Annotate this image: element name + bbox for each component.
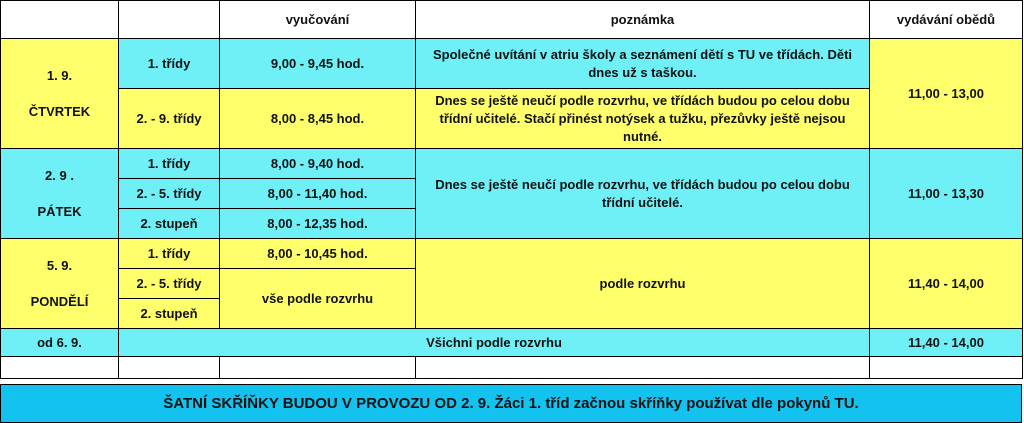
header-row (1, 1, 1023, 39)
group-cell: 1. třídy (119, 39, 220, 89)
empty-cell (119, 357, 220, 379)
time-cell: 8,00 - 10,45 hod. (220, 239, 416, 269)
from-text-cell: Všichni podle rozvrhu (119, 329, 870, 357)
group-cell: 2. - 9. třídy (119, 89, 220, 149)
day-cell-thursday (1, 39, 119, 149)
time-cell: 8,00 - 8,45 hod. (220, 89, 416, 149)
note-cell: podle rozvrhu (416, 239, 870, 329)
table-row (1, 89, 1023, 149)
lunch-cell: 11,40 - 14,00 (870, 329, 1023, 357)
spacer-row (1, 357, 1023, 379)
time-cell: 8,00 - 9,40 hod. (220, 149, 416, 179)
day-weekday: PONDĚLÍ (30, 293, 89, 309)
time-cell: vše podle rozvrhu (220, 269, 416, 329)
table-row (1, 39, 1023, 89)
group-cell: 2. stupeň (119, 299, 220, 329)
day-weekday: PÁTEK (37, 203, 82, 219)
day-cell-monday (1, 239, 119, 329)
header-teaching: vyučování (220, 1, 416, 39)
header-empty-cell (119, 1, 220, 39)
empty-cell (220, 357, 416, 379)
table-row (1, 149, 1023, 179)
day-cell-friday (1, 149, 119, 239)
note-cell: Dnes se ještě neučí podle rozvrhu, ve třídách budou po celou dobu třídní učitelé. (416, 149, 870, 239)
time-cell: 9,00 - 9,45 hod. (220, 39, 416, 89)
empty-cell (870, 357, 1023, 379)
day-date: 5. 9. (46, 257, 73, 273)
lockers-banner (0, 384, 1022, 423)
header-note: poznámka (416, 1, 870, 39)
lunch-cell: 11,00 - 13,00 (870, 39, 1023, 149)
group-cell: 2. - 5. třídy (119, 179, 220, 209)
note-cell: Dnes se ještě neučí podle rozvrhu, ve třídách budou po celou dobu třídní učitelé. Stačí přinést notýsek a tužku, přezůvky ještě nejsou nutné. (416, 89, 870, 149)
empty-cell (1, 357, 119, 379)
note-cell: Společné uvítání v atriu školy a seznámení dětí s TU ve třídách. Děti dnes už s taškou. (416, 39, 870, 89)
empty-cell (416, 357, 870, 379)
lunch-cell: 11,00 - 13,30 (870, 149, 1023, 239)
table-row (1, 329, 1023, 357)
lockers-banner-text: ŠATNÍ SKŘÍŇKY BUDOU V PROVOZU OD 2. 9. Žáci 1. tříd začnou skříňky používat dle pokynů TU. (163, 395, 859, 412)
header-empty-cell (1, 1, 119, 39)
from-date-cell: od 6. 9. (1, 329, 119, 357)
table-row (1, 239, 1023, 269)
group-cell: 2. stupeň (119, 209, 220, 239)
day-date: 2. 9 . (45, 167, 74, 183)
group-cell: 2. - 5. třídy (119, 269, 220, 299)
day-weekday: ČTVRTEK (28, 103, 91, 119)
group-cell: 1. třídy (119, 149, 220, 179)
day-date: 1. 9. (46, 67, 73, 83)
lunch-cell: 11,40 - 14,00 (870, 239, 1023, 329)
time-cell: 8,00 - 11,40 hod. (220, 179, 416, 209)
header-lunch: vydávání obědů (870, 1, 1023, 39)
time-cell: 8,00 - 12,35 hod. (220, 209, 416, 239)
group-cell: 1. třídy (119, 239, 220, 269)
